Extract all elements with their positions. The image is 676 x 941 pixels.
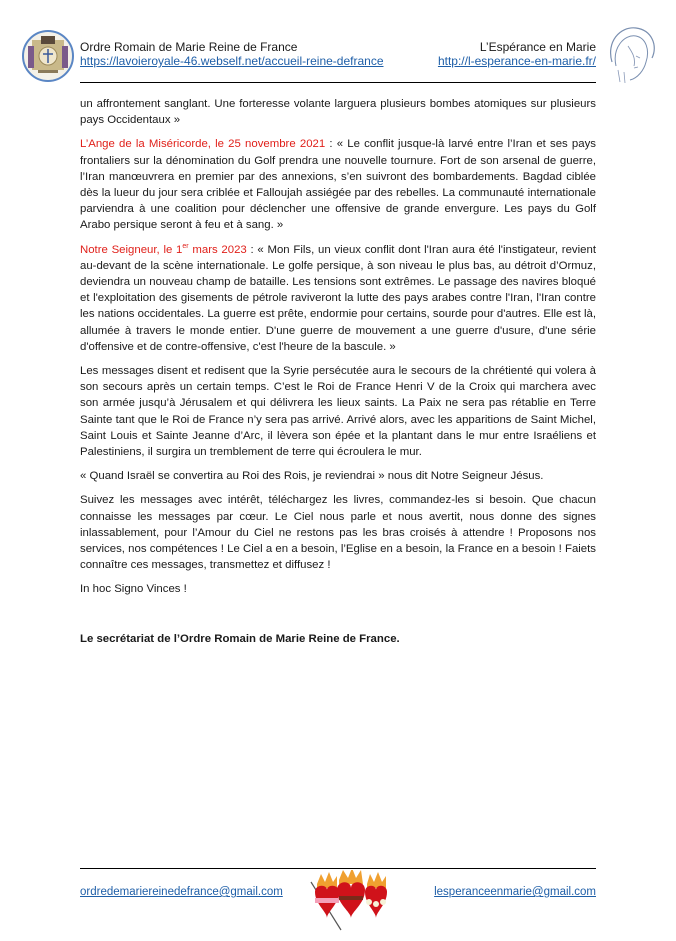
footer-right-email[interactable]: lesperanceenmarie@gmail.com xyxy=(434,886,596,898)
coat-of-arms-icon xyxy=(22,30,74,82)
document-body xyxy=(80,96,596,655)
signature: Le secrétariat de l’Ordre Romain de Marie Reine de France. xyxy=(80,632,400,645)
footer-left-email[interactable]: ordredemariereinedefrance@gmail.com xyxy=(80,886,283,898)
page-header xyxy=(0,0,676,90)
message-source: Notre Seigneur, le 1er mars 2023 xyxy=(80,242,247,256)
message-text: : « Le conflit jusque-là larvé entre l’Iran et ses pays frontaliers sur la dénomination du Golf prendra une nouvelle tournure. Fort de son arsenal de guerre, l’Iran manœuvrera en premier par des annexions, s’en suivront des bombardements. Bagdad ciblée dès la lueur du jour sera criblée et Falloujah assiégée par des rebelles. La communauté internationale parviendra à une coalition pour déclencher une offensive de grande envergure. Les pays du Golf Arabo persique seront à feu et à sang. » xyxy=(80,138,596,232)
header-right-link[interactable]: http://l-esperance-en-marie.fr/ xyxy=(437,54,596,68)
paragraph-notre-seigneur xyxy=(80,242,596,355)
paragraph-syrie: Les messages disent et redisent que la Syrie persécutée aura le secours de la chrétienté qui volera à son secours après un certain temps. C’est le Roi de France Henri V de la Croix qui marchera avec son armée jusqu’à Jérusalem et qui délivrera les lieux saints. La Paix ne sera pas rétablie en Terre Sainte tant que le Roi de France n’y sera pas arrivé. Arrivé alors, avec les apparitions de Saint Michel, Saint Louis et Sainte Jeanne d’Arc, il lèvera son épée et la plantant dans le mur entre Israéliens et Palestiniens, il surgira un tremblement de terre qui écroulera le mur. xyxy=(80,365,596,459)
header-left-link[interactable]: https://lavoieroyale-46.webself.net/accueil-reine-defrance xyxy=(80,54,384,68)
message-source: L’Ange de la Miséricorde, le 25 novembre 2021 xyxy=(80,138,326,151)
virgin-mary-icon xyxy=(600,22,660,84)
message-text: : « Mon Fils, un vieux conflit dont l'Iran aura été l'instigateur, revient au-devant de la scène internationale. Le golfe persique, à son niveau le plus bas, au détroit d’Ormuz, deviendra un nouveau champ de bataille. Les tensions sont extrêmes. Le passage des navires bloqué et l'exploitation des gisements de pétrole raviveront la lutte des pays arabes contre l'Iran, l'Iran contre les nations occidentales. La guerre est prête, endormie pour certains, sourde pour d'autres. Elle est là, allumée à travers le monde entier. D'une guerre de mouvement a une guerre d'usure, d'une série d'offensive et de contre-offensive, c'est l'heure de la bascule. » xyxy=(80,243,596,353)
paragraph-motto: In hoc Signo Vinces ! xyxy=(80,583,187,596)
paragraph-ange-misericorde xyxy=(80,136,596,233)
paragraph-quote: « Quand Israël se convertira au Roi des Rois, je reviendrai » nous dit Notre Seigneur Jésus. xyxy=(80,470,544,483)
header-left-title: Ordre Romain de Marie Reine de France xyxy=(80,40,298,54)
footer-divider xyxy=(80,868,596,869)
header-right-title: L’Espérance en Marie xyxy=(479,40,596,54)
paragraph-continuation: un affrontement sanglant. Une forteresse volante larguera plusieurs bombes atomiques sur plusieurs pays Occidentaux » xyxy=(80,98,596,127)
sacred-hearts-icon xyxy=(305,870,397,932)
header-divider xyxy=(80,82,596,83)
paragraph-call-to-action: Suivez les messages avec intérêt, téléchargez les livres, commandez-les si besoin. Que chacun connaisse les messages par cœur. Le Ciel nous parle et nous avertit, nous donne des signes inlassablement, pour l’Amour du Ciel ne restons pas les bras croisés à attendre ! Proposons nos services, nos compétences ! Le Ciel a en a besoin, l’Eglise en a besoin, la France en a besoin ! Faiets connaître ces messages, transmettez et diffusez ! xyxy=(80,494,596,572)
